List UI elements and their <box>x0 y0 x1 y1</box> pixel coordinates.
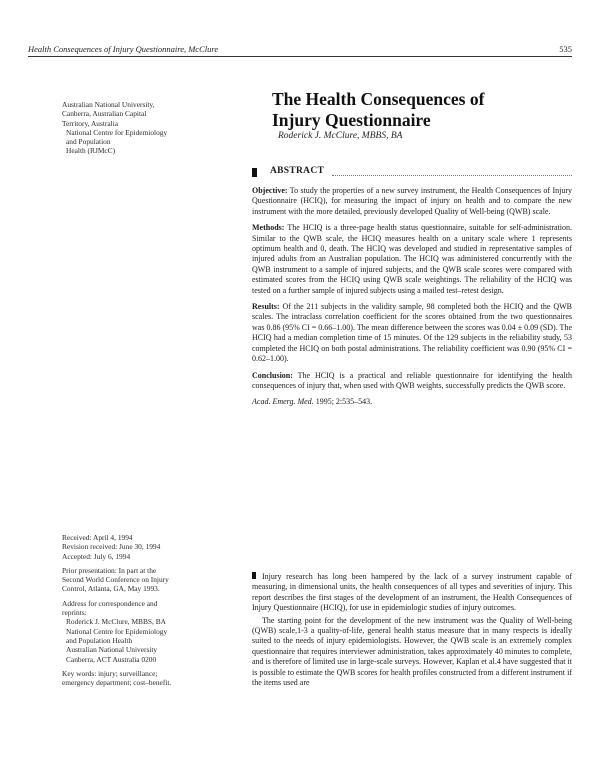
affiliation-line: Territory, Australia <box>62 118 119 128</box>
address-label: Address for correspondence and <box>62 598 158 608</box>
dotted-rule <box>332 175 572 176</box>
affiliation-line: Canberra, Australian Capital <box>62 109 147 119</box>
header-rule <box>28 56 572 57</box>
results-label: Results: <box>252 302 280 312</box>
abstract-results <box>252 302 572 364</box>
body-paragraph-text: Injury research has long been hampered by the lack of a survey instrument capable of measuring, in dimensional units, the health consequences of all types and severities of injury. This report describes the first stages of the development of an instrument, the Health Consequences of Injury Questionnaire (HCIQ), for use in epidemiologic studies of injury outcomes. <box>252 572 572 613</box>
address-line: Roderick J. McClure, MBBS, BA <box>66 617 166 627</box>
body-paragraph: The starting point for the development of the new instrument was the Quality of Well-being (QWB) scale,1-3 a quality-of-life, general health status measure that in many respects is ideally suited to the needs of injury epidemiologists. However, the QWB scale is an extremely complex questionnaire that requires interviewer administration, takes approximately 40 minutes to complete, and is therefore of limited use in large-scale surveys. However, Kaplan et al.4 have suggested that it is possible to estimate the QWB scores for health profiles constructed from a different instrument if the items used are <box>252 615 572 688</box>
keywords-line: emergency department; cost–benefit. <box>62 678 172 688</box>
article-title <box>272 89 572 131</box>
address-line: and Population Health <box>66 635 133 645</box>
results-text: Of the 211 subjects in the validity sample, 98 completed both the HCIQ and the QWB scales. The intraclass correlation coefficient for the scores obtained from the two questionnaires was 0.86 (95% CI = 0.66–1.00). The mean difference between the scores was 0.04 ± 0.09 (SD). The HCIQ had a median completion time of 15 minutes. Of the 129 subjects in the reliability study, 53 completed the HCIQ on both postal administrations. The reliability coefficient was 0.90 (95% CI = 0.62–1.00). <box>252 302 572 364</box>
prior-line: Control, Atlanta, GA, May 1993. <box>62 584 160 594</box>
affiliation-line: Health (RJMcC) <box>66 146 116 156</box>
paragraph-marker-icon <box>252 572 256 579</box>
accepted-date: Accepted: July 6, 1994 <box>62 551 131 561</box>
received-date: Received: April 4, 1994 <box>62 533 133 542</box>
keywords-line: Key words: injury; surveillance; <box>62 668 158 678</box>
prior-line: Second World Conference on Injury <box>62 575 169 585</box>
article-history <box>62 533 242 692</box>
methods-text: The HCIQ is a three-page health status questionnaire, suitable for self-administration. Similar to the QWB scale, the HCIQ measures health on a unitary scale where 1 represents optimum health and 0, death. The HCIQ was developed and studied in representative samples of injured adults from an Australian population. The HCIQ was administered concurrently with the QWB instrument to a sample of injured subjects, and the QWB scale scores were compared with estimated scores from the HCIQ using QWB scale weightings. The reliability of the HCIQ was tested on a further sample of injured subjects using a mailed test–retest design. <box>252 223 572 295</box>
address-line: Australian National University <box>66 645 158 655</box>
address-line: National Centre for Epidemiology <box>66 626 168 636</box>
abstract-citation <box>252 397 572 407</box>
conclusion-label: Conclusion: <box>252 370 293 380</box>
address-label: reprints: <box>62 608 87 618</box>
affiliation-line: Australian National University, <box>62 100 155 109</box>
objective-label: Objective: <box>252 186 288 195</box>
conclusion-text: The HCIQ is a practical and reliable questionnaire for identifying the health consequences of injury that, when used with QWB weights, successfully predicts the QWB score. <box>252 370 572 390</box>
running-head <box>28 44 572 54</box>
citation-journal: Acad. Emerg. Med. <box>252 397 314 407</box>
objective-text: To study the properties of a new survey instrument, the Health Consequences of Injury Questionnaire (HCIQ), for measuring the impact of injury on health and to compare the new instrument with the more detailed, previously developed Quality of Well-being (QWB) scale. <box>252 186 572 216</box>
abstract-conclusion <box>252 371 572 392</box>
article-body <box>252 572 572 688</box>
prior-line: Prior presentation: In part at the <box>62 565 157 575</box>
abstract-label: ABSTRACT <box>270 166 325 176</box>
dates-block <box>62 533 242 561</box>
article-authors: Roderick J. McClure, MBBS, BA <box>278 131 403 141</box>
affiliation-line: National Centre for Epidemiology <box>66 127 168 137</box>
affiliation-block <box>62 100 242 156</box>
abstract-heading <box>252 166 572 180</box>
page-number: 535 <box>559 44 572 54</box>
affiliation-line: and Population <box>66 137 111 147</box>
abstract-methods <box>252 223 572 296</box>
correspondence-address <box>62 599 242 664</box>
address-line: Canberra, ACT Australia 0200 <box>66 654 157 664</box>
keywords <box>62 669 242 688</box>
prior-presentation <box>62 566 242 594</box>
running-head-title: Health Consequences of Injury Questionnaire, McClure <box>28 44 219 54</box>
section-marker-icon <box>252 168 257 177</box>
title-line: Injury Questionnaire <box>272 110 431 130</box>
abstract-objective <box>252 186 572 217</box>
revision-date: Revision received: June 30, 1994 <box>62 542 161 552</box>
body-paragraph <box>252 572 572 614</box>
citation-rest: 1995; 2:535–543. <box>313 397 373 407</box>
title-line: The Health Consequences of <box>272 89 485 109</box>
methods-label: Methods: <box>252 223 285 233</box>
abstract-body <box>252 186 572 414</box>
